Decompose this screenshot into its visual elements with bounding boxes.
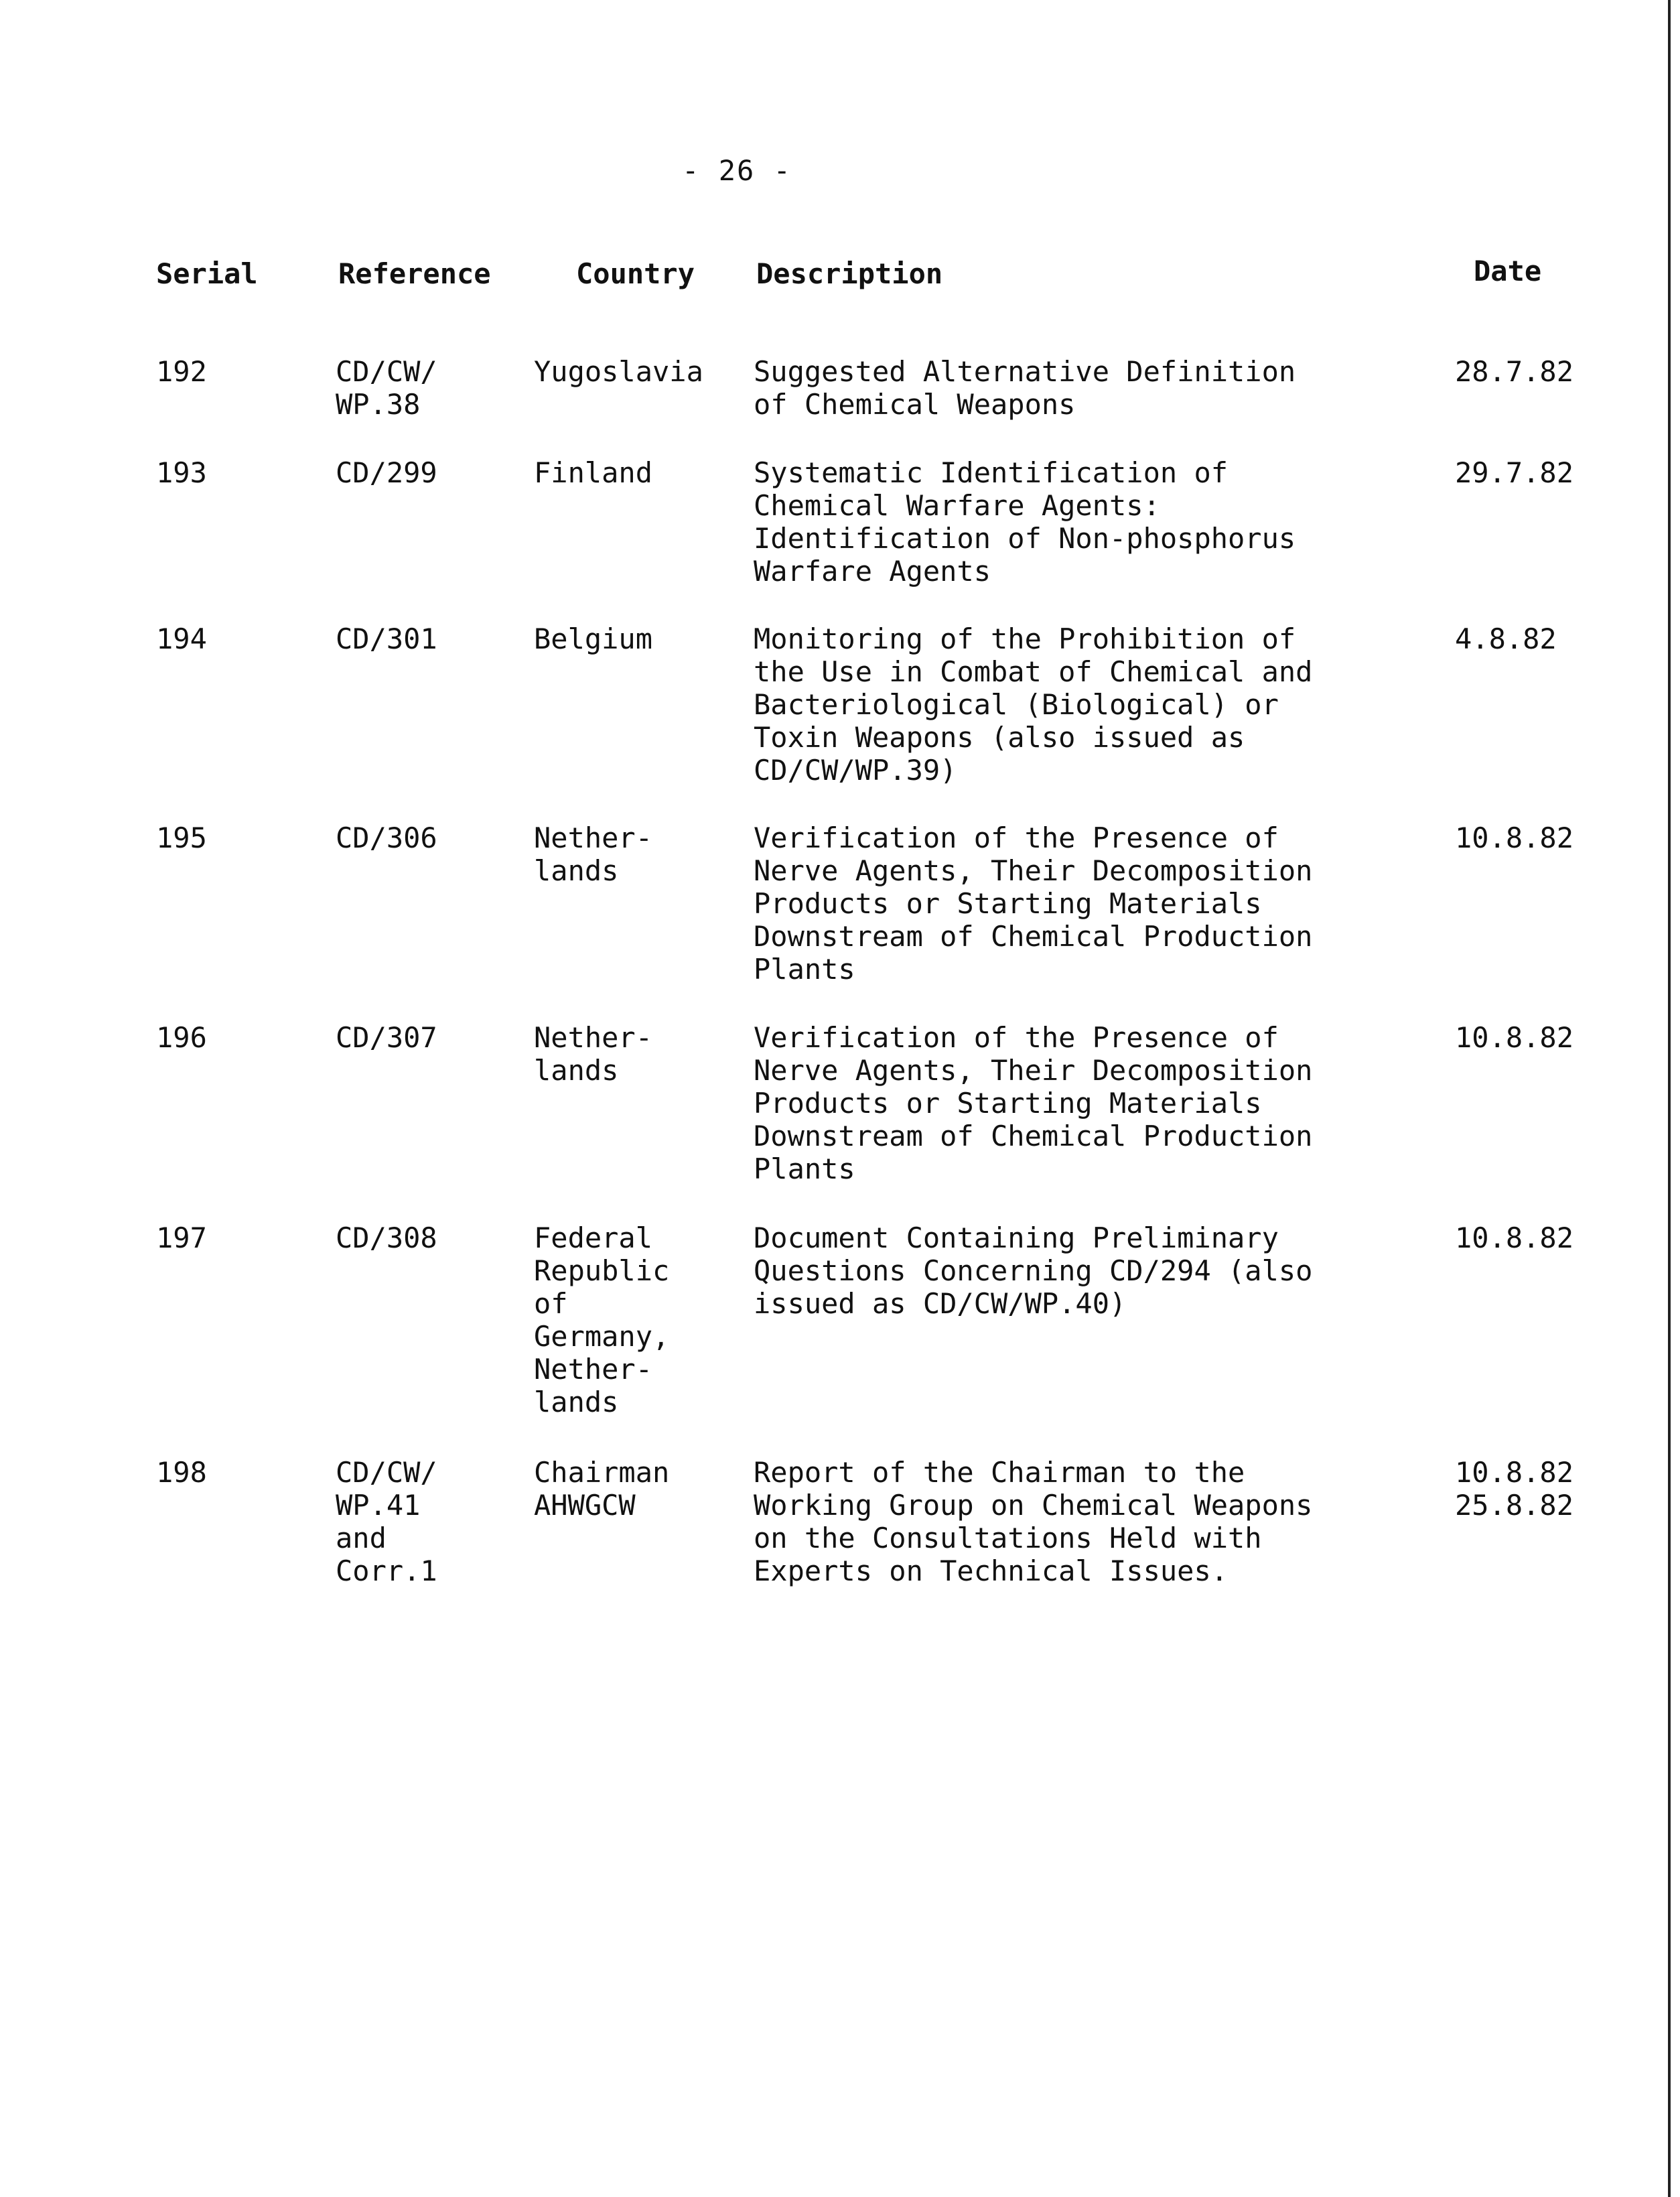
row-country: Nether- lands xyxy=(534,1021,653,1087)
row-date: 10.8.82 xyxy=(1455,821,1574,854)
row-date: 29.7.82 xyxy=(1455,456,1574,489)
row-serial: 192 xyxy=(156,355,207,388)
row-country: Belgium xyxy=(534,622,653,655)
row-description: Verification of the Presence of Nerve Agents, Their Decomposition Products or Starting Materials Downstream of Chemical Production Plants xyxy=(754,1021,1313,1185)
row-reference: CD/299 xyxy=(336,456,437,489)
row-reference: CD/306 xyxy=(336,821,437,854)
row-serial: 194 xyxy=(156,622,207,655)
row-date: 10.8.82 xyxy=(1455,1221,1574,1254)
row-serial: 195 xyxy=(156,821,207,854)
row-description: Monitoring of the Prohibition of the Use in Combat of Chemical and Bacteriological (Biological) or Toxin Weapons (also issued as CD/CW/WP.39) xyxy=(754,622,1313,787)
page-edge-line xyxy=(1668,0,1671,2197)
row-description: Report of the Chairman to the Working Group on Chemical Weapons on the Consultations Held with Experts on Technical Issues. xyxy=(754,1456,1313,1587)
row-date: 10.8.82 xyxy=(1455,1021,1574,1054)
row-serial: 193 xyxy=(156,456,207,489)
row-country: Nether- lands xyxy=(534,821,653,887)
row-description: Systematic Identification of Chemical Warfare Agents: Identification of Non-phosphorus Warfare Agents xyxy=(754,456,1296,588)
row-reference: CD/CW/ WP.41 and Corr.1 xyxy=(336,1456,437,1587)
header-description: Description xyxy=(756,257,943,290)
row-date: 28.7.82 xyxy=(1455,355,1574,388)
row-country: Federal Republic of Germany, Nether- lands xyxy=(534,1221,670,1418)
row-reference: CD/307 xyxy=(336,1021,437,1054)
header-date: Date xyxy=(1474,255,1542,287)
row-description: Document Containing Preliminary Questions Concerning CD/294 (also issued as CD/CW/WP.40) xyxy=(754,1221,1313,1320)
row-country: Finland xyxy=(534,456,653,489)
row-date: 4.8.82 xyxy=(1455,622,1557,655)
row-reference: CD/308 xyxy=(336,1221,437,1254)
row-country: Yugoslavia xyxy=(534,355,703,388)
page-number: - 26 - xyxy=(682,154,792,187)
row-reference: CD/CW/ WP.38 xyxy=(336,355,437,421)
row-description: Suggested Alternative Definition of Chemical Weapons xyxy=(754,355,1296,421)
header-reference: Reference xyxy=(338,257,491,290)
row-serial: 197 xyxy=(156,1221,207,1254)
row-serial: 198 xyxy=(156,1456,207,1489)
row-reference: CD/301 xyxy=(336,622,437,655)
header-country: Country xyxy=(576,257,695,290)
row-serial: 196 xyxy=(156,1021,207,1054)
row-date: 10.8.82 25.8.82 xyxy=(1455,1456,1574,1522)
header-serial: Serial xyxy=(156,257,258,290)
row-country: Chairman AHWGCW xyxy=(534,1456,670,1522)
row-description: Verification of the Presence of Nerve Agents, Their Decomposition Products or Starting Materials Downstream of Chemical Production Plants xyxy=(754,821,1313,986)
